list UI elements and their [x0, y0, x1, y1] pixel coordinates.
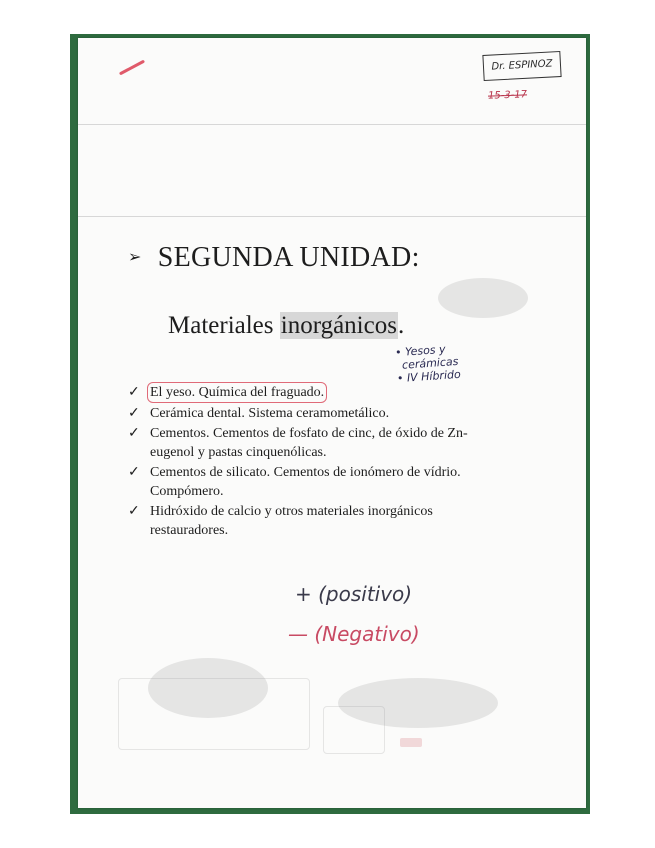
subheading-highlighted-word: inorgánicos	[280, 312, 397, 339]
arrow-bullet-icon: ➢	[128, 249, 142, 266]
topic-text: El yeso. Química del fraguado.	[150, 385, 325, 400]
unit-heading	[128, 242, 420, 274]
handwritten-note-line: • IV Híbrido	[396, 367, 462, 386]
topic-list	[128, 384, 508, 542]
doctor-stamp: Dr. ESPINOZ	[482, 51, 561, 81]
topic-item	[128, 405, 508, 424]
stamp-date: 15-3-17	[487, 89, 528, 102]
topic-text: Cerámica dental. Sistema ceramometálico.	[150, 405, 390, 421]
negative-sign-note: — (Negativo)	[288, 622, 420, 646]
check-icon: ✓	[128, 465, 140, 480]
topic-item	[128, 425, 508, 462]
subheading-suffix: .	[397, 312, 405, 339]
subheading-prefix: Materiales	[168, 312, 280, 339]
topic-item	[128, 384, 508, 403]
fold-line	[78, 124, 586, 125]
check-icon: ✓	[128, 504, 140, 519]
check-icon: ✓	[128, 426, 140, 441]
fold-line	[78, 216, 586, 217]
topic-item	[128, 503, 508, 540]
topic-text: Hidróxido de calcio y otros materiales inorgánicos restauradores.	[150, 504, 433, 538]
check-icon: ✓	[128, 385, 140, 400]
topic-text: Cementos de silicato. Cementos de ionómero de vídrio. Compómero.	[150, 465, 461, 499]
handwritten-note-line: • Yesos y	[394, 342, 446, 360]
scanned-page	[78, 38, 586, 808]
red-pen-mark	[119, 60, 145, 76]
handwritten-notes	[395, 342, 461, 385]
positive-sign-note: + (positivo)	[295, 582, 413, 606]
scan-speckle	[438, 278, 528, 318]
handwritten-note-line: cerámicas	[401, 354, 459, 372]
bleed-through-table	[118, 678, 310, 750]
topic-item	[128, 464, 508, 501]
unit-title: SEGUNDA UNIDAD:	[157, 242, 420, 273]
check-icon: ✓	[128, 405, 140, 421]
topic-text: Cementos. Cementos de fosfato de cinc, de óxido de Zn-eugenol y pastas cinquenólicas.	[150, 426, 468, 460]
section-subheading	[168, 312, 404, 340]
bleed-through-table	[323, 706, 385, 754]
red-smudge	[400, 738, 422, 747]
